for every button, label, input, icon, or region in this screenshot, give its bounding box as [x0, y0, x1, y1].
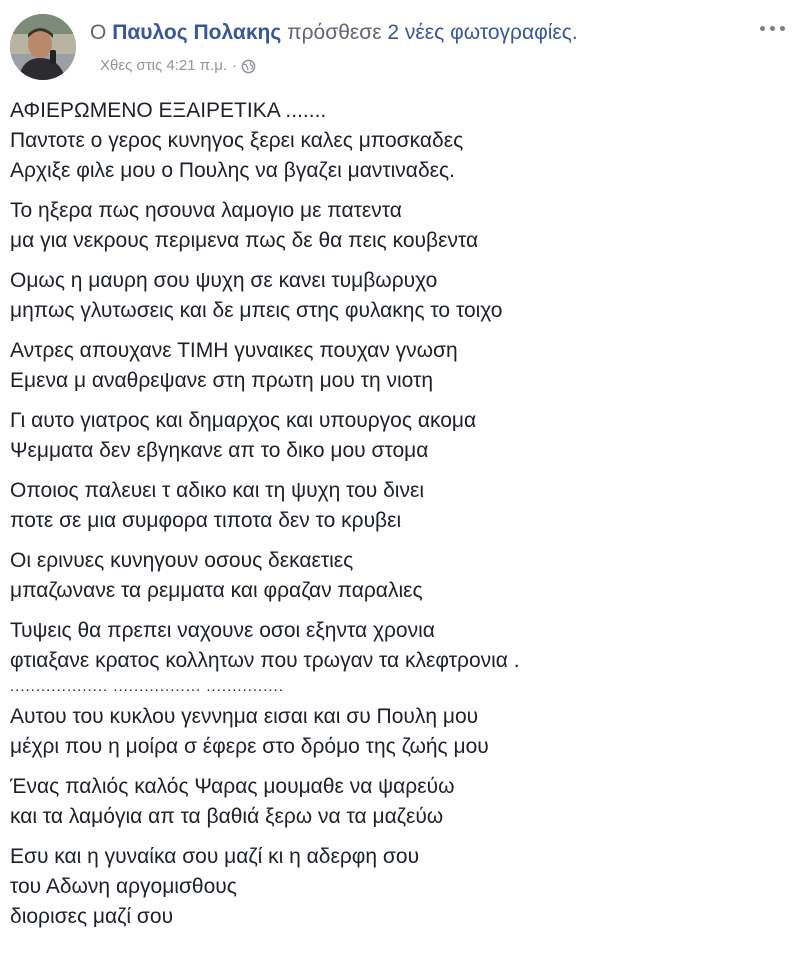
- poem-line: φτιαξανε κρατος κολλητων που τρωγαν τα κλεφτρονια .: [10, 649, 520, 672]
- stanza: [10, 406, 790, 466]
- poem-line: Γι αυτο γιατρος και δημαρχος και υπουργος ακομα: [10, 409, 477, 432]
- poem-line: μα για νεκρους περιμενα πως δε θα πεις κουβεντα: [10, 229, 479, 252]
- avatar-photo: [10, 14, 76, 80]
- stanza-group: [10, 96, 790, 676]
- globe-icon[interactable]: [241, 59, 256, 74]
- more-options-icon: [760, 26, 765, 31]
- post-header: [10, 14, 790, 84]
- poem-line: Παντοτε ο γερος κυνηγος ξερει καλες μποσκαδες: [10, 129, 464, 152]
- poem-line: ποτε σε μια συμφορα τιποτα δεν το κρυβει: [10, 509, 402, 532]
- poem-line: ΑΦΙΕΡΩΜΕΝΟ ΕΞΑΙΡΕΤΙΚΑ .......: [10, 99, 327, 122]
- stanza: [10, 702, 790, 762]
- stanza: [10, 616, 790, 676]
- stanza: [10, 842, 790, 932]
- stanza: [10, 546, 790, 606]
- stanza: [10, 266, 790, 326]
- poem-line: Τυψεις θα πρεπει ναχουνε οσοι εξηντα χρονια: [10, 619, 435, 642]
- poem-line: μέχρι που η μοίρα σ έφερε στο δρόμο της ζωής μου: [10, 735, 489, 758]
- stanza-group: [10, 702, 790, 932]
- author-prefix: Ο: [90, 21, 107, 44]
- poem-line: Οποιος παλευει τ αδικο και τη ψυχη του δινει: [10, 479, 424, 502]
- poem-line: του Αδωνη αργομισθους: [10, 875, 237, 898]
- stanza: [10, 476, 790, 536]
- author-name-link[interactable]: Παυλος Πολακης: [112, 21, 282, 44]
- poem-line: διορισες μαζί σου: [10, 905, 174, 928]
- poem-line: Ένας παλιός καλός Ψαρας μουμαθε να ψαρεύω: [10, 775, 455, 798]
- avatar[interactable]: [10, 14, 76, 80]
- poem-line: Εμενα μ αναθρεψανε στη πρωτη μου τη νιοτη: [10, 369, 433, 392]
- stanza: [10, 196, 790, 256]
- post-body: [10, 96, 790, 942]
- more-options-button[interactable]: [758, 16, 788, 40]
- stanza: [10, 96, 790, 186]
- stanza: [10, 772, 790, 832]
- dotted-divider-text: ................... ................. ...............: [10, 678, 284, 695]
- poem-line: Αντρες απουχανε ΤΙΜΗ γυναικες πουχαν γνωση: [10, 339, 458, 362]
- poem-line: Ομως η μαυρη σου ψυχη σε κανει τυμβωρυχο: [10, 269, 438, 292]
- meta-separator: ·: [232, 57, 238, 74]
- post-timestamp-link[interactable]: Χθες στις 4:21 π.μ.: [100, 57, 228, 74]
- poem-line: Εσυ και η γυναίκα σου μαζί κι η αδερφη σου: [10, 845, 420, 868]
- poem-line: μηπως γλυτωσεις και δε μπεις στης φυλακης το τοιχο: [10, 299, 503, 322]
- stanza: [10, 336, 790, 396]
- poem-line: Οι ερινυες κυνηγουν οσους δεκαετιες: [10, 549, 354, 572]
- poem-line: Αρχιξε φιλε μου ο Πουλης να βγαζει μαντιναδες.: [10, 159, 455, 182]
- photos-link[interactable]: 2 νέες φωτογραφίες.: [387, 21, 578, 44]
- post-header-title: [90, 20, 578, 46]
- poem-line: Ψεμματα δεν εβγηκανε απ το δικο μου στομα: [10, 439, 429, 462]
- post-action-text: πρόσθεσε: [287, 21, 382, 44]
- poem-line: μπαζωνανε τα ρεμματα και φραζαν παραλιες: [10, 579, 423, 602]
- poem-line: Αυτου του κυκλου γεννημα εισαι και συ Πουλη μου: [10, 705, 479, 728]
- poem-line: και τα λαμόγια απ τα βαθιά ξερω να τα μαζεύω: [10, 805, 444, 828]
- post-meta: [100, 57, 256, 75]
- poem-line: Το ηξερα πως ησουνα λαμογιο με πατεντα: [10, 199, 402, 222]
